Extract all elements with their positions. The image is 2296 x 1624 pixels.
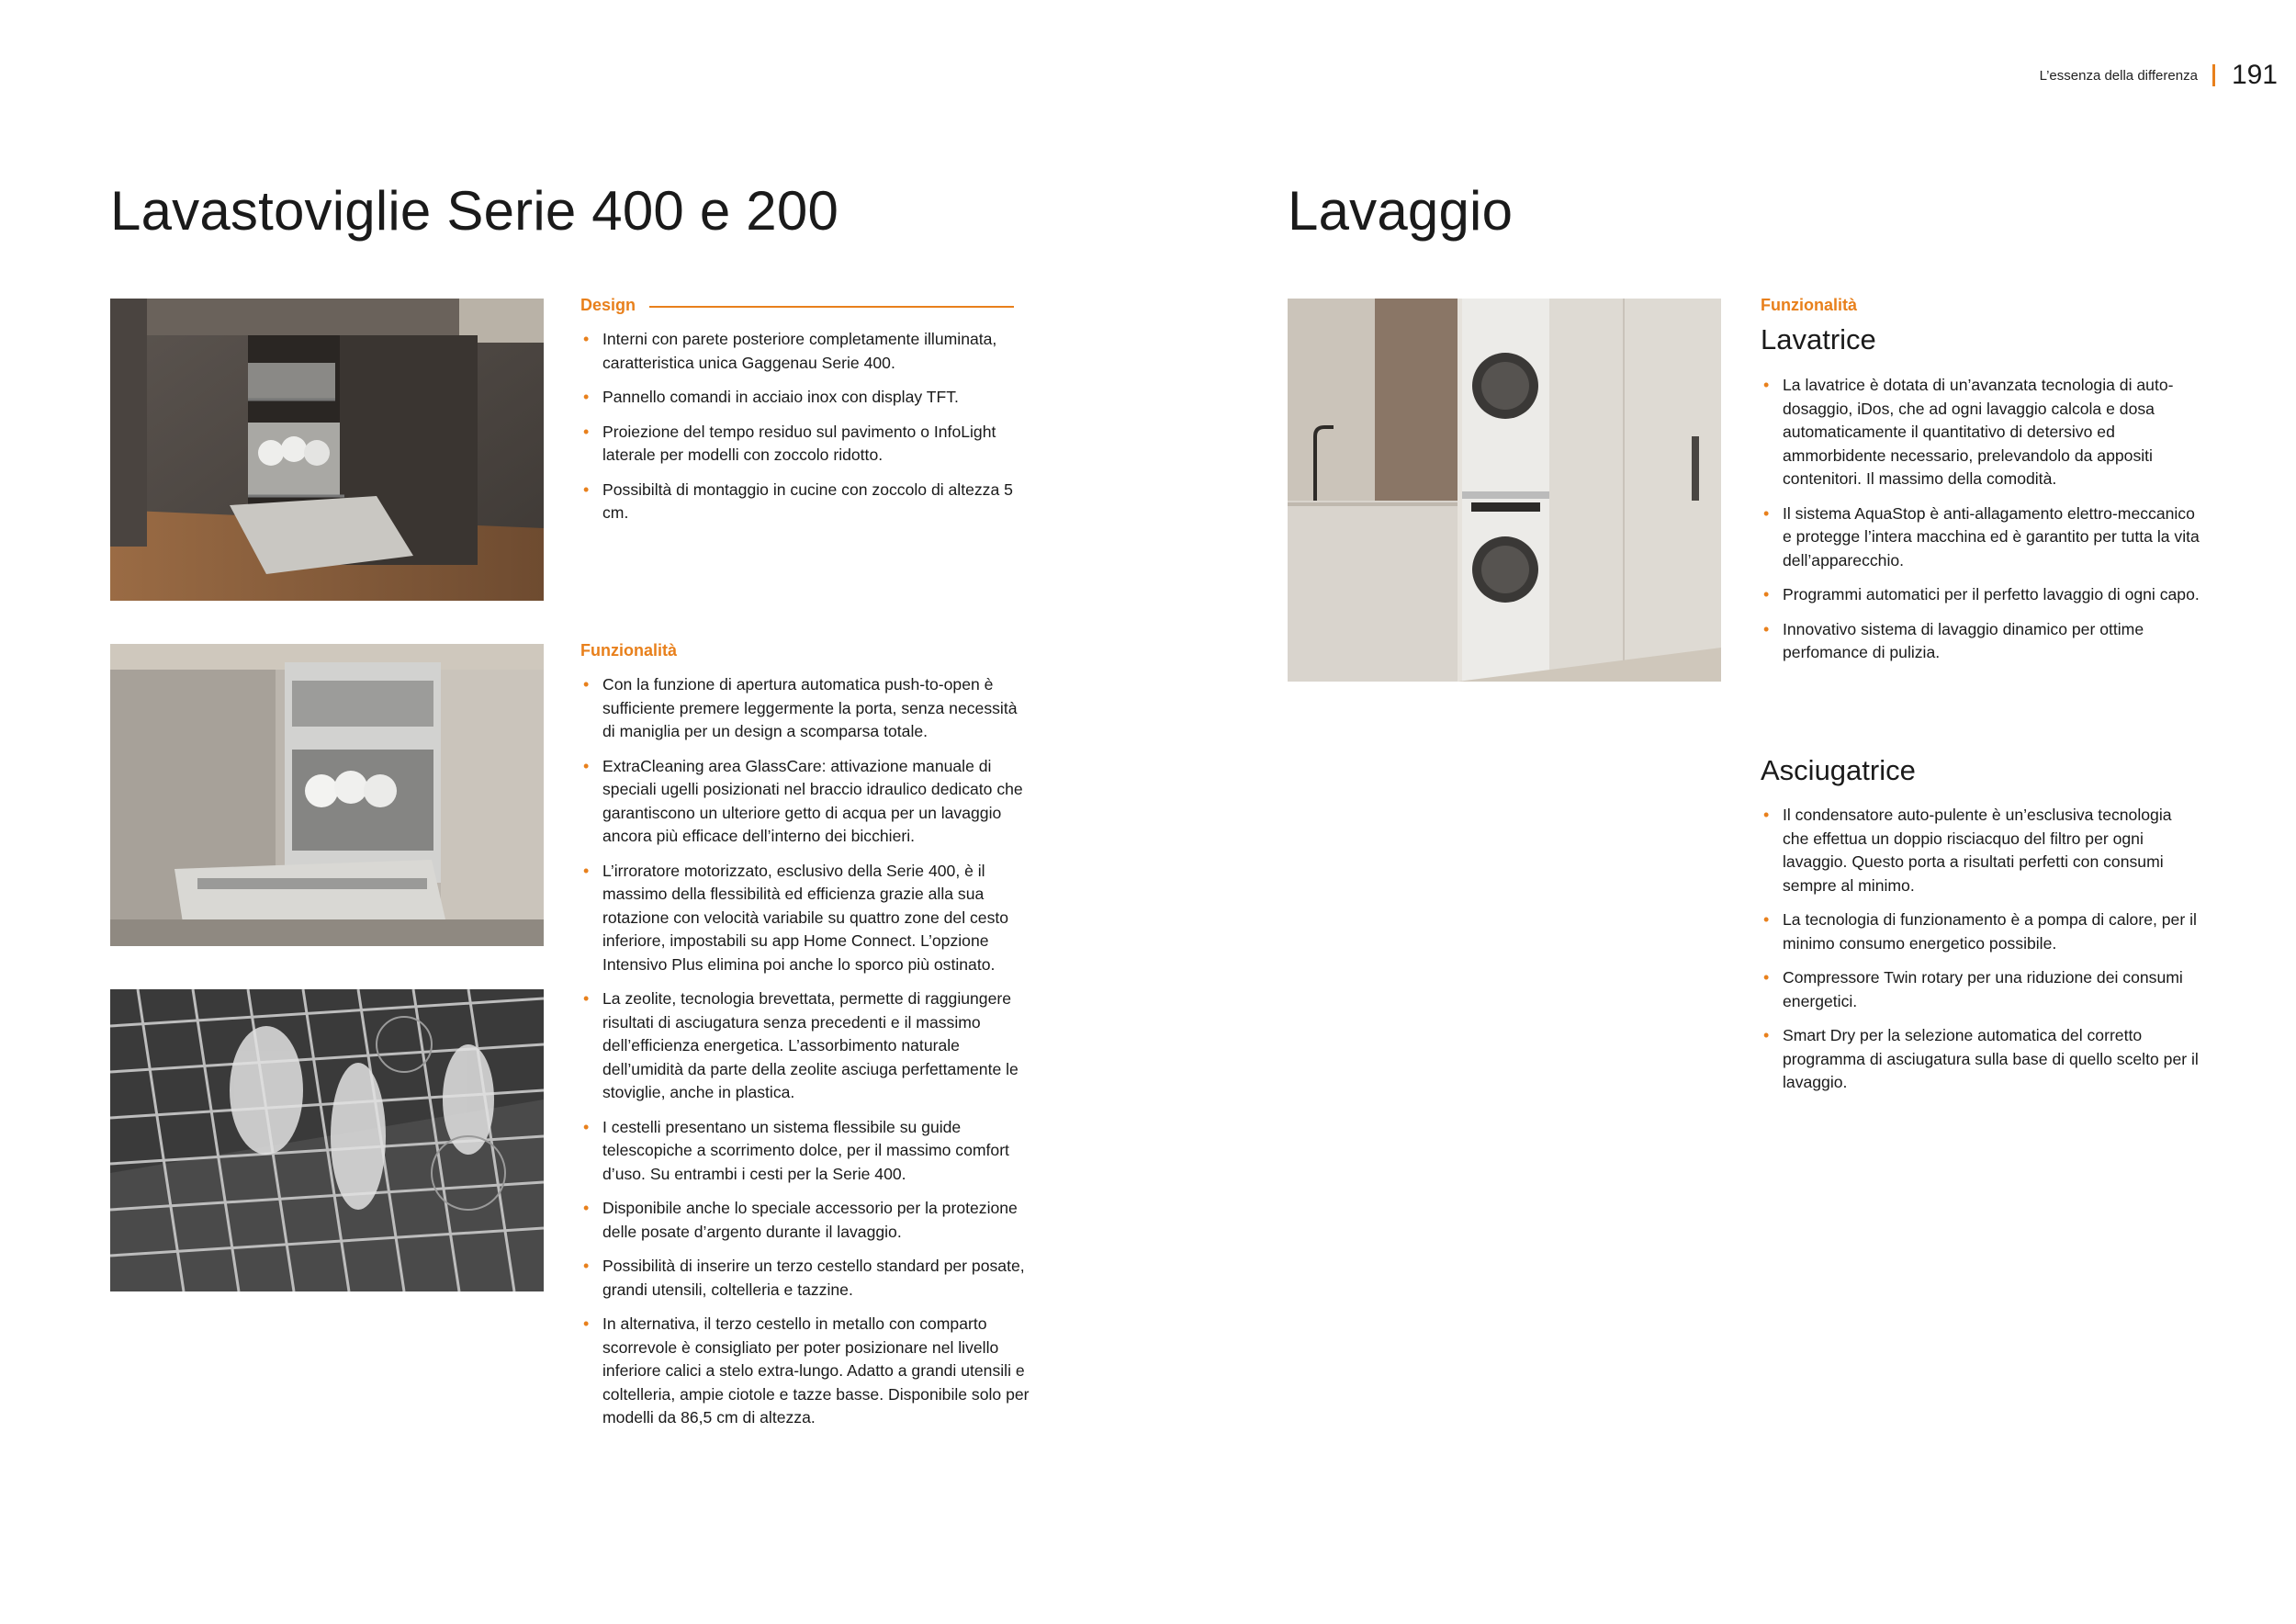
list-item: • Proiezione del tempo residuo sul pavimento o InfoLight laterale per modelli con zoccolo ridotto. bbox=[580, 421, 1021, 468]
list-item: • Interni con parete posteriore completamente illuminata, caratteristica unica Gaggenau Serie 400. bbox=[580, 328, 1021, 375]
list-item: • Con la funzione di apertura automatica push-to-open è sufficiente premere leggermente la porta, senza necessità di maniglia per un design a scomparsa totale. bbox=[580, 673, 1030, 744]
running-title: L’essenza della differenza bbox=[2039, 67, 2198, 84]
washer-title: Lavatrice bbox=[1761, 323, 1876, 355]
list-item: • Compressore Twin rotary per una riduzione dei consumi energetici. bbox=[1761, 966, 2201, 1013]
list-item: • Programmi automatici per il perfetto lavaggio di ogni capo. bbox=[1761, 583, 2201, 607]
dryer-title: Asciugatrice bbox=[1761, 754, 1916, 786]
dishwasher-section-title: Lavastoviglie Serie 400 e 200 bbox=[110, 180, 839, 242]
washer-features-list bbox=[1761, 374, 2201, 676]
list-item: • Pannello comandi in acciaio inox con display TFT. bbox=[580, 386, 1021, 410]
list-item: • I cestelli presentano un sistema flessibile su guide telescopiche a scorrimento dolce, per il massimo comfort d’uso. Su entrambi i cesti per la Serie 400. bbox=[580, 1116, 1030, 1187]
dishwasher-open-baskets-photo bbox=[110, 644, 544, 946]
dishwasher-basket-closeup-photo bbox=[110, 989, 544, 1291]
dishwasher-features-list bbox=[580, 673, 1030, 1441]
list-item: • La zeolite, tecnologia brevettata, permette di raggiungere risultati di asciugatura senza precedenti e il massimo dell’efficienza energetica. L’assorbimento naturale dell’umidità da parte della zeolite asciuga perfettamente le stoviglie, anche in plastica. bbox=[580, 987, 1030, 1105]
dishwasher-features-label: Funzionalità bbox=[580, 641, 677, 660]
running-header bbox=[1975, 57, 2278, 94]
list-item: • In alternativa, il terzo cestello in metallo con comparto scorrevole è consigliato per poter posizionare nel livello inferiore calici a stelo extra-lungo. Adatto a grandi utensili e coltelleria, ampie ciotole e tazze basse. Disponibile solo per modelli da 86,5 cm di altezza. bbox=[580, 1313, 1030, 1430]
header-separator bbox=[2212, 64, 2215, 86]
list-item: • Disponibile anche lo speciale accessorio per la protezione delle posate d’argento durante il lavaggio. bbox=[580, 1197, 1030, 1244]
list-item: • Il sistema AquaStop è anti-allagamento elettro-meccanico e protegge l’intera macchina ed è garantito per tutta la vita dell’apparecchio. bbox=[1761, 502, 2201, 573]
design-label: Design bbox=[580, 296, 636, 314]
list-item: • La tecnologia di funzionamento è a pompa di calore, per il minimo consumo energetico possibile. bbox=[1761, 908, 2201, 955]
list-item: • L’irroratore motorizzato, esclusivo della Serie 400, è il massimo della flessibilità ed efficienza grazie alla sua rotazione con velocità variabile su quattro zone del cesto inferiore, impostabili su app Home Connect. L’opzione Intensivo Plus elimina poi anche lo sporco più ostinato. bbox=[580, 860, 1030, 977]
dryer-features-list bbox=[1761, 804, 2201, 1106]
list-item: • Innovativo sistema di lavaggio dinamico per ottime perfomance di pulizia. bbox=[1761, 618, 2201, 665]
washer-dryer-photo bbox=[1288, 299, 1721, 682]
design-label-rule bbox=[649, 306, 1014, 308]
design-bullet-list bbox=[580, 328, 1021, 536]
page-number: 191 bbox=[2231, 60, 2278, 90]
list-item: • La lavatrice è dotata di un’avanzata tecnologia di auto-dosaggio, iDos, che ad ogni lavaggio calcola e dosa automaticamente il quantitativo di detersivo ed ammorbidente necessario, prelevandolo da appositi contenitori. Il massimo della comodità. bbox=[1761, 374, 2201, 491]
laundry-section-title: Lavaggio bbox=[1288, 180, 1514, 242]
list-item: • Smart Dry per la selezione automatica del corretto programma di asciugatura sulla base di quello scelto per il lavaggio. bbox=[1761, 1024, 2201, 1095]
dishwasher-kitchen-photo bbox=[110, 299, 544, 601]
list-item: • Possibiltà di montaggio in cucine con zoccolo di altezza 5 cm. bbox=[580, 479, 1021, 525]
list-item: • Il condensatore auto-pulente è un’esclusiva tecnologia che effettua un doppio risciacquo del filtro per ogni lavaggio. Questo porta a risultati perfetti con consumi sempre al minimo. bbox=[1761, 804, 2201, 897]
laundry-features-label: Funzionalità bbox=[1761, 296, 1857, 314]
list-item: • ExtraCleaning area GlassCare: attivazione manuale di speciali ugelli posizionati nel braccio idraulico dedicato che garantiscono un ulteriore getto di acqua per un lavaggio ancora più efficace dell’interno dei bicchieri. bbox=[580, 755, 1030, 849]
list-item: • Possibilità di inserire un terzo cestello standard per posate, grandi utensili, coltelleria e tazzine. bbox=[580, 1255, 1030, 1302]
